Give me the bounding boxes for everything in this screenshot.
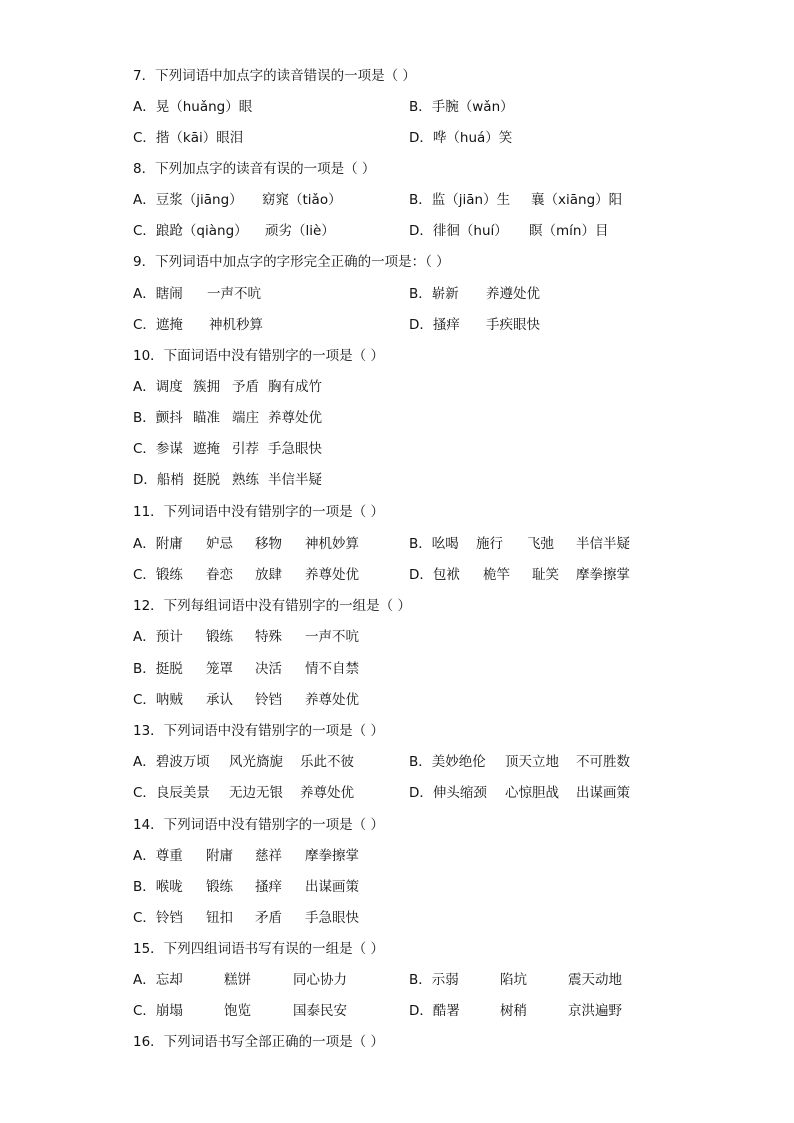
- question-12-stem: 12．下列每组词语中没有错别字的一组是（ ）: [133, 598, 411, 614]
- q11-d-word-1: D．包袱: [409, 567, 460, 583]
- question-14-stem: 14．下列词语中没有错别字的一项是（ ）: [133, 817, 384, 833]
- q10-a-word-4: 胸有成竹: [268, 379, 322, 395]
- q13-a-word-2: 风光旖旎: [229, 754, 283, 770]
- q12-b-word-4: 情不自禁: [305, 661, 359, 677]
- q12-b-word-1: B．挺脱: [133, 661, 183, 677]
- question-9-stem: 9．下列词语中加点字的字形完全正确的一项是：（ ）: [133, 254, 450, 270]
- question-7-stem: 7．下列词语中加点字的读音错误的一项是（ ）: [133, 68, 416, 84]
- q14-b-word-2: 锻练: [206, 879, 233, 895]
- q11-c-word-4: 养尊处优: [305, 567, 359, 583]
- q11-b-word-4: 半信半疑: [576, 536, 630, 552]
- q13-d-word-2: 心惊胆战: [505, 785, 559, 801]
- q13-c-word-2: 无边无银: [229, 785, 283, 801]
- q10-d-word-4: 半信半疑: [268, 472, 322, 488]
- q9-c-word-1: C．遮掩: [133, 317, 183, 333]
- q12-c-word-2: 承认: [206, 692, 233, 708]
- q15-a-word-1: A．忘却: [133, 972, 183, 988]
- q13-c-word-3: 养尊处优: [300, 785, 354, 801]
- q10-d-word-3: 熟练: [232, 472, 259, 488]
- q10-b-word-4: 养尊处优: [268, 410, 322, 426]
- q9-c-word-2: 神机秒算: [209, 317, 263, 333]
- question-10-stem: 10．下面词语中没有错别字的一项是（ ）: [133, 348, 384, 364]
- q11-c-word-3: 放肆: [255, 567, 282, 583]
- q12-b-word-2: 笼罩: [206, 661, 233, 677]
- q9-b-word-2: 养遵处优: [486, 286, 540, 302]
- q14-a-word-3: 慈祥: [255, 848, 282, 864]
- q14-c-word-4: 手急眼快: [305, 910, 359, 926]
- q13-d-word-1: D．伸头缩颈: [409, 785, 487, 801]
- q15-c-word-1: C．崩塌: [133, 1003, 183, 1019]
- q8-c-word-2: 顽劣（liè）: [265, 223, 335, 239]
- q15-c-word-3: 国泰民安: [293, 1003, 347, 1019]
- q12-c-word-4: 养尊处优: [305, 692, 359, 708]
- q11-a-word-3: 移物: [255, 536, 282, 552]
- q10-c-word-1: C．参谋: [133, 441, 183, 457]
- q12-a-word-4: 一声不吭: [305, 629, 359, 645]
- q11-a-word-1: A．附庸: [133, 536, 183, 552]
- question-13-stem: 13．下列词语中没有错别字的一项是（ ）: [133, 723, 384, 739]
- q14-c-word-2: 钮扣: [206, 910, 233, 926]
- q13-a-word-3: 乐此不彼: [300, 754, 354, 770]
- q15-b-word-1: B．示弱: [409, 972, 459, 988]
- q14-b-word-1: B．喉咙: [133, 879, 183, 895]
- q9-d-word-1: D．搔痒: [409, 317, 460, 333]
- q11-b-word-1: B．吆喝: [409, 536, 459, 552]
- q8-b-word-1: B．监（jiān）生: [409, 192, 511, 208]
- q7-option-a[interactable]: A．晃（huǎng）眼: [133, 99, 253, 115]
- q9-a-word-1: A．瞎闹: [133, 286, 183, 302]
- q11-b-word-3: 飞弛: [527, 536, 554, 552]
- q12-a-word-2: 锻练: [206, 629, 233, 645]
- q11-a-word-4: 神机妙算: [305, 536, 359, 552]
- q12-a-word-3: 特殊: [255, 629, 282, 645]
- q14-b-word-3: 搔痒: [255, 879, 282, 895]
- q15-d-word-1: D．酷署: [409, 1003, 460, 1019]
- question-15-stem: 15．下列四组词语书写有误的一组是（ ）: [133, 941, 384, 957]
- q15-a-word-3: 同心协力: [293, 972, 347, 988]
- q13-d-word-3: 出谋画策: [576, 785, 630, 801]
- q11-c-word-2: 眷恋: [206, 567, 233, 583]
- question-11-stem: 11．下列词语中没有错别字的一项是（ ）: [133, 504, 384, 520]
- q10-b-word-3: 端庄: [232, 410, 259, 426]
- q9-d-word-2: 手疾眼快: [486, 317, 540, 333]
- q10-c-word-2: 遮掩: [193, 441, 220, 457]
- q13-b-word-3: 不可胜数: [576, 754, 630, 770]
- q13-b-word-2: 顶天立地: [505, 754, 559, 770]
- q10-a-word-3: 予盾: [232, 379, 259, 395]
- question-8-stem: 8．下列加点字的读音有误的一项是（ ）: [133, 161, 376, 177]
- q9-b-word-1: B．崭新: [409, 286, 459, 302]
- q13-a-word-1: A．碧波万顷: [133, 754, 210, 770]
- q11-d-word-4: 摩拳擦掌: [576, 567, 630, 583]
- q14-a-word-4: 摩拳擦掌: [305, 848, 359, 864]
- q10-a-word-1: A．调度: [133, 379, 183, 395]
- q8-d-word-1: D．徘徊（huí）: [409, 223, 508, 239]
- q14-c-word-1: C．铃铛: [133, 910, 183, 926]
- q15-b-word-2: 陷坑: [500, 972, 527, 988]
- q10-b-word-1: B．颤抖: [133, 410, 183, 426]
- q12-c-word-1: C．呐贼: [133, 692, 183, 708]
- q7-option-d[interactable]: D．哗（huá）笑: [409, 130, 513, 146]
- q15-a-word-2: 糕饼: [224, 972, 251, 988]
- q7-option-b[interactable]: B．手腕（wǎn）: [409, 99, 514, 115]
- q8-a-word-2: 窈窕（tiǎo）: [262, 192, 342, 208]
- q15-d-word-3: 京洪遍野: [568, 1003, 622, 1019]
- q10-d-word-2: 挺脱: [193, 472, 220, 488]
- q15-b-word-3: 震天动地: [568, 972, 622, 988]
- q14-a-word-1: A．尊重: [133, 848, 183, 864]
- q12-a-word-1: A．预计: [133, 629, 183, 645]
- q7-option-c[interactable]: C．揩（kāi）眼泪: [133, 130, 244, 146]
- q11-a-word-2: 妒忌: [206, 536, 233, 552]
- q8-d-word-2: 瞑（mín）目: [529, 223, 609, 239]
- q11-d-word-2: 桅竿: [483, 567, 510, 583]
- q13-b-word-1: B．美妙绝伦: [409, 754, 486, 770]
- q10-c-word-4: 手急眼快: [268, 441, 322, 457]
- q15-c-word-2: 饱览: [224, 1003, 251, 1019]
- q10-d-word-1: D．船梢: [133, 472, 184, 488]
- q14-c-word-3: 矛盾: [255, 910, 282, 926]
- q14-a-word-2: 附庸: [206, 848, 233, 864]
- q8-b-word-2: 襄（xiāng）阳: [531, 192, 623, 208]
- q10-b-word-2: 瞄准: [193, 410, 220, 426]
- q10-c-word-3: 引荐: [232, 441, 259, 457]
- q9-a-word-2: 一声不吭: [207, 286, 261, 302]
- q11-d-word-3: 耻笑: [532, 567, 559, 583]
- q11-b-word-2: 施行: [476, 536, 503, 552]
- q15-d-word-2: 树稍: [500, 1003, 527, 1019]
- q11-c-word-1: C．锻练: [133, 567, 183, 583]
- q13-c-word-1: C．良辰美景: [133, 785, 210, 801]
- q8-a-word-1: A．豆浆（jiāng）: [133, 192, 243, 208]
- q10-a-word-2: 簇拥: [193, 379, 220, 395]
- question-16-stem: 16．下列词语书写全部正确的一项是（ ）: [133, 1034, 384, 1050]
- q12-b-word-3: 决活: [255, 661, 282, 677]
- q14-b-word-4: 出谋画策: [305, 879, 359, 895]
- q8-c-word-1: C．踉跄（qiàng）: [133, 223, 248, 239]
- q12-c-word-3: 铃铛: [255, 692, 282, 708]
